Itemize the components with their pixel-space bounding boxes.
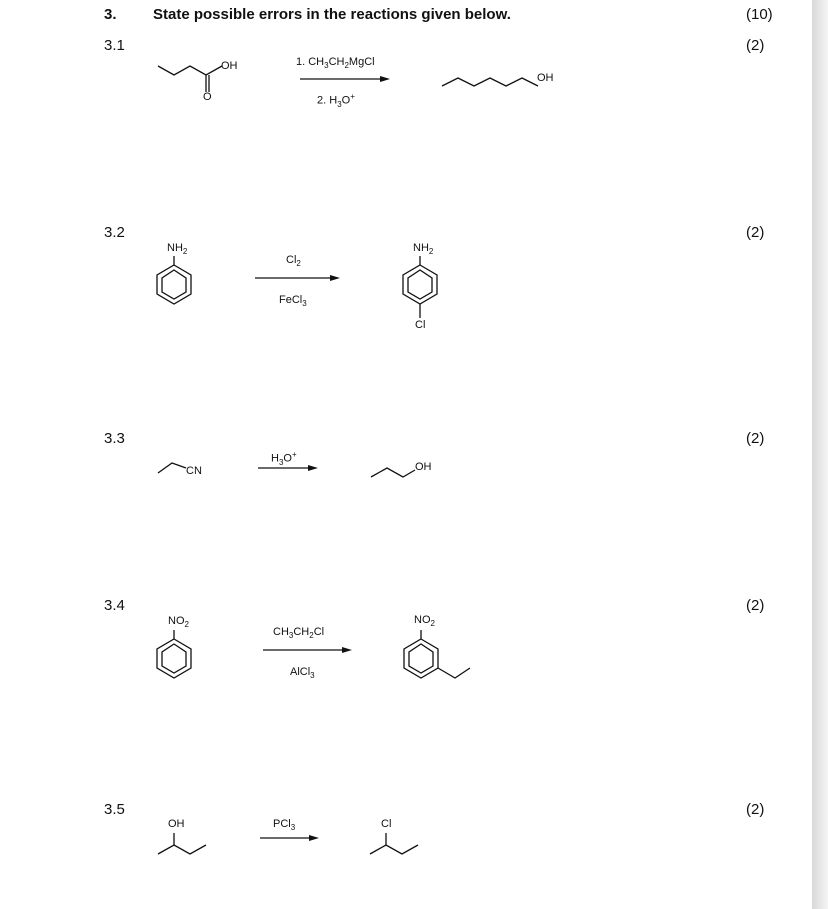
product-3-4-label: $NO_2$ bbox=[414, 614, 435, 629]
question-number: 3. bbox=[104, 6, 117, 23]
part-number-3-5: 3.5 bbox=[104, 801, 125, 818]
product-3-1-label: OH bbox=[537, 72, 554, 84]
part-number-3-4: 3.4 bbox=[104, 597, 125, 614]
reactant-3-4-label: $NO_2$ bbox=[168, 615, 189, 630]
product-3-1-chain bbox=[442, 78, 538, 86]
part-marks-3-2: (2) bbox=[746, 224, 765, 241]
page-edge-shadow bbox=[812, 0, 828, 909]
part-number-3-1: 3.1 bbox=[104, 37, 125, 54]
part-number-3-3: 3.3 bbox=[104, 430, 125, 447]
product-3-2-label: $NH_2$ bbox=[413, 242, 434, 257]
reagent-3-3-above: $H_3O^+$ bbox=[271, 450, 297, 467]
reactant-3-3-chain bbox=[158, 463, 186, 473]
reactant-3-5-chain bbox=[158, 845, 206, 854]
reactant-3-5-label: OH bbox=[168, 818, 185, 830]
part-marks-3-5: (2) bbox=[746, 801, 765, 818]
reactant-3-1-label: OH bbox=[221, 60, 238, 72]
product-3-5-chain bbox=[370, 845, 418, 854]
product-3-2-substituent: Cl bbox=[415, 319, 426, 331]
part-marks-3-1: (2) bbox=[746, 37, 765, 54]
product-3-5-label: Cl bbox=[381, 818, 392, 830]
question-title: State possible errors in the reactions given below. bbox=[153, 6, 511, 23]
reagent-3-1-below: 2. $H_3O^+$ bbox=[317, 92, 355, 109]
reagent-3-2-below: FeCl$_3$ bbox=[279, 294, 307, 309]
product-3-3-chain bbox=[371, 468, 415, 477]
question-marks: (10) bbox=[746, 6, 773, 23]
product-3-3-label: OH bbox=[415, 461, 432, 473]
reactant-3-1-chain bbox=[158, 66, 222, 75]
part-marks-3-3: (2) bbox=[746, 430, 765, 447]
reagent-3-5-above: PCl$_3$ bbox=[273, 818, 296, 833]
reactant-3-3-label: CN bbox=[186, 465, 202, 477]
reactant-3-2-label: $NH_2$ bbox=[167, 242, 188, 257]
reagent-3-4-above: $CH_3CH_2Cl$ bbox=[273, 626, 325, 641]
reagent-3-1-above: 1. $CH_3CH_2MgCl$ bbox=[296, 56, 375, 71]
reagent-3-4-below: AlCl$_3$ bbox=[290, 666, 315, 681]
reactant-3-1-carbonyl-label: O bbox=[203, 91, 212, 103]
part-marks-3-4: (2) bbox=[746, 597, 765, 614]
part-number-3-2: 3.2 bbox=[104, 224, 125, 241]
reagent-3-2-above: $Cl_2$ bbox=[286, 254, 301, 269]
